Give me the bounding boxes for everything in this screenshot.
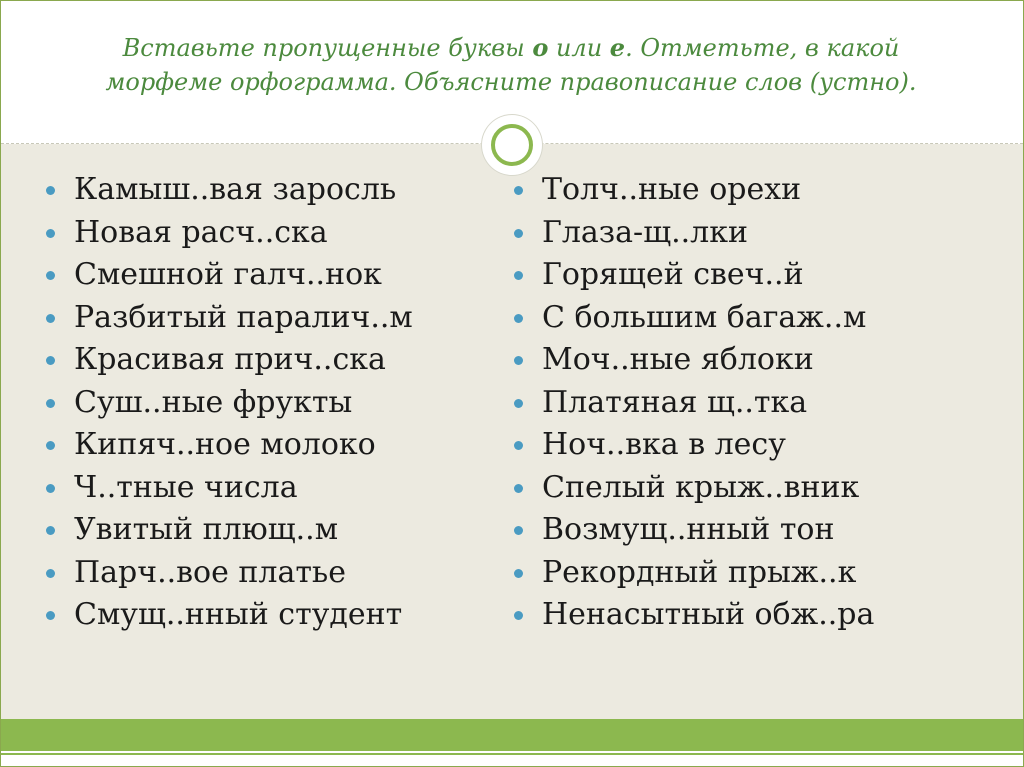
list-item <box>42 169 413 212</box>
slide-title <box>61 31 961 99</box>
list-item-text: Смущ..нный студент <box>74 597 403 632</box>
list-item-text: Спелый крыж..вник <box>542 469 860 505</box>
list-item-text: Увитый плющ..м <box>74 512 339 547</box>
bullet-icon <box>46 229 55 238</box>
list-item <box>510 509 874 552</box>
list-item <box>42 297 413 340</box>
word-list-right <box>510 169 874 637</box>
list-item <box>510 169 874 212</box>
bullet-icon <box>514 526 523 535</box>
bullet-icon <box>514 271 523 280</box>
title-letter-o: о <box>532 33 549 62</box>
list-item <box>510 297 874 340</box>
bullet-icon <box>46 611 55 620</box>
list-item <box>42 594 413 637</box>
list-item-text: Ноч..вка в лесу <box>542 427 786 462</box>
list-item-text: Глаза-щ..лки <box>542 214 748 250</box>
bullet-icon <box>46 186 55 195</box>
list-item-text: Красивая прич..ска <box>74 342 386 377</box>
bullet-icon <box>514 399 523 408</box>
bullet-icon <box>514 356 523 365</box>
title-letter-e: е <box>609 33 626 62</box>
list-item-text: Смешной галч..нок <box>74 257 382 292</box>
list-item <box>42 509 413 552</box>
list-item-text: Толч..ные орехи <box>542 172 802 207</box>
title-line1-part1: Вставьте пропущенные буквы <box>122 34 533 62</box>
list-item-text: Моч..ные яблоки <box>542 342 814 377</box>
list-item-text: Кипяч..ное молоко <box>74 427 376 462</box>
bullet-icon <box>514 484 523 493</box>
list-item <box>510 339 874 382</box>
word-list-left <box>42 169 413 637</box>
title-line1-part2: или <box>548 34 610 62</box>
list-item-text: Ненасытный обж..ра <box>542 597 875 632</box>
list-item <box>42 254 413 297</box>
list-item <box>510 212 874 255</box>
bullet-icon <box>514 186 523 195</box>
list-item <box>510 467 874 510</box>
list-item-text: Горящей свеч..й <box>542 257 804 292</box>
list-item-text: Суш..ные фрукты <box>74 384 353 420</box>
ring-inner-icon <box>491 124 533 166</box>
list-item-text: Возмущ..нный тон <box>542 512 835 547</box>
list-item <box>510 594 874 637</box>
list-item <box>510 552 874 595</box>
bullet-icon <box>514 441 523 450</box>
bullet-icon <box>46 314 55 323</box>
title-line1-part3: . Отметьте, в какой <box>625 34 900 62</box>
footer-bar <box>1 719 1023 751</box>
list-item-text: С большим багаж..м <box>542 299 867 335</box>
bullet-icon <box>46 271 55 280</box>
list-item-text: Ч..тные числа <box>74 469 298 505</box>
footer-line <box>1 753 1023 755</box>
list-item <box>42 424 413 467</box>
list-item-text: Парч..вое платье <box>74 554 347 590</box>
list-item <box>42 212 413 255</box>
bullet-icon <box>46 399 55 408</box>
list-item-text: Камыш..вая заросль <box>74 172 397 207</box>
ring-ornament-icon <box>482 115 542 175</box>
list-item <box>510 382 874 425</box>
bullet-icon <box>46 484 55 493</box>
bullet-icon <box>514 569 523 578</box>
list-item <box>42 467 413 510</box>
bullet-icon <box>514 611 523 620</box>
title-line2: морфеме орфограмма. Объясните правописание слов (устно). <box>105 68 917 96</box>
bullet-icon <box>46 356 55 365</box>
list-item <box>510 254 874 297</box>
list-item <box>42 552 413 595</box>
list-item-text: Рекордный прыж..к <box>542 554 857 590</box>
bullet-icon <box>46 526 55 535</box>
list-item <box>510 424 874 467</box>
bullet-icon <box>514 314 523 323</box>
bullet-icon <box>46 441 55 450</box>
list-item <box>42 382 413 425</box>
list-item <box>42 339 413 382</box>
list-item-text: Платяная щ..тка <box>542 384 808 420</box>
bullet-icon <box>514 229 523 238</box>
bullet-icon <box>46 569 55 578</box>
list-item-text: Разбитый паралич..м <box>74 299 413 335</box>
list-item-text: Новая расч..ска <box>74 214 328 250</box>
